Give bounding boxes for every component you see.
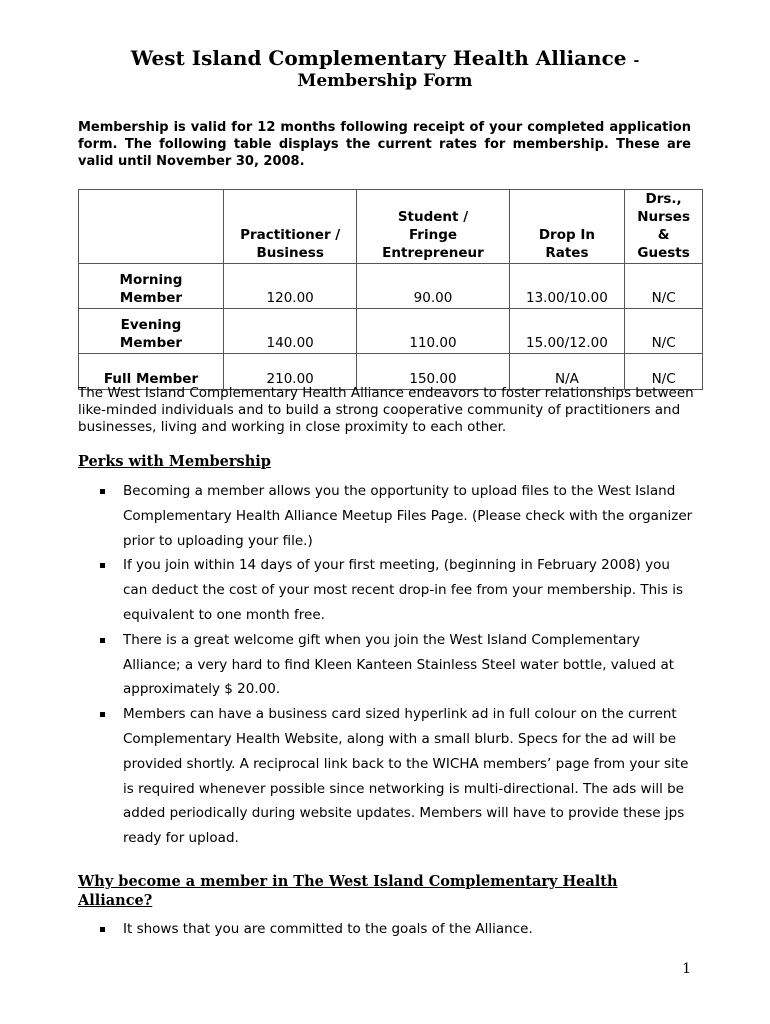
header-drs-nurses: Drs., Nurses & Guests xyxy=(625,190,703,264)
square-bullet-icon xyxy=(100,489,105,494)
row-label: Full Member xyxy=(79,354,224,390)
title-dash: - xyxy=(633,53,640,69)
table-cell: 140.00 xyxy=(224,309,357,354)
list-item xyxy=(78,702,698,851)
list-item xyxy=(78,479,698,553)
description-paragraph: The West Island Complementary Health Alliance endeavors to foster relationships between like-minded individuals and to build a strong cooperative community of practitioners and businesses, living and working in close proximity to each other. xyxy=(78,385,694,435)
page-number: 1 xyxy=(682,961,691,977)
list-item xyxy=(78,553,698,627)
table-cell: 13.00/10.00 xyxy=(509,264,625,309)
header-practitioner: Practitioner / Business xyxy=(224,190,357,264)
table-cell: N/C xyxy=(625,264,703,309)
list-item xyxy=(78,628,698,702)
table-cell: 150.00 xyxy=(357,354,509,390)
list-item-text: It shows that you are committed to the goals of the Alliance. xyxy=(123,921,533,937)
list-item-text: If you join within 14 days of your first meeting, (beginning in February 2008) you can deduct the cost of your most recent drop-in fee from your membership. This is equivalent to one month free. xyxy=(123,557,684,623)
table-cell: 120.00 xyxy=(224,264,357,309)
header-student: Student / Fringe Entrepreneur xyxy=(357,190,509,264)
table-row xyxy=(79,309,703,354)
why-list xyxy=(78,917,698,942)
row-label: Evening Member xyxy=(79,309,224,354)
table-header-row xyxy=(79,190,703,264)
table-cell: N/A xyxy=(509,354,625,390)
table-cell: 110.00 xyxy=(357,309,509,354)
perks-list xyxy=(78,479,698,851)
header-cell-empty xyxy=(79,190,224,264)
list-item-text: Members can have a business card sized hyperlink ad in full colour on the current Complementary Health Website, along with a small blurb. Specs for the ad will be provided shortly. A reciprocal link back to the WICHA members’ page from your site is required whenever possible since networking is multi-directional. The ads will be added periodically during website updates. Members will have to provide these jps ready for upload. xyxy=(123,706,689,847)
intro-paragraph: Membership is valid for 12 months following receipt of your completed application form. The following table displays the current rates for membership. These are valid until November 30, 2008. xyxy=(78,120,691,169)
form-subtitle: Membership Form xyxy=(297,71,473,91)
square-bullet-icon xyxy=(100,927,105,932)
table-cell: 15.00/12.00 xyxy=(509,309,625,354)
table-row xyxy=(79,264,703,309)
list-item xyxy=(78,917,698,942)
row-label: Morning Member xyxy=(79,264,224,309)
list-item-text: There is a great welcome gift when you join the West Island Complementary Alliance; a very hard to find Kleen Kanteen Stainless Steel water bottle, valued at approximately $ 20.00. xyxy=(123,631,675,698)
table-cell: N/C xyxy=(625,309,703,354)
form-title xyxy=(0,46,770,70)
table-cell: N/C xyxy=(625,354,703,390)
square-bullet-icon xyxy=(100,563,105,568)
rates-table xyxy=(78,189,703,390)
why-heading: Why become a member in The West Island Complementary Health Alliance? xyxy=(78,873,618,909)
table-cell: 90.00 xyxy=(357,264,509,309)
table-cell: 210.00 xyxy=(224,354,357,390)
list-item-text: Becoming a member allows you the opportunity to upload files to the West Island Complementary Health Alliance Meetup Files Page. (Please check with the organizer prior to uploading your file.) xyxy=(123,483,693,549)
square-bullet-icon xyxy=(100,712,105,717)
header-drop-in: Drop In Rates xyxy=(509,190,625,264)
perks-heading: Perks with Membership xyxy=(78,453,271,470)
title-line-1: West Island Complementary Health Alliance xyxy=(130,46,627,70)
square-bullet-icon xyxy=(100,638,105,643)
